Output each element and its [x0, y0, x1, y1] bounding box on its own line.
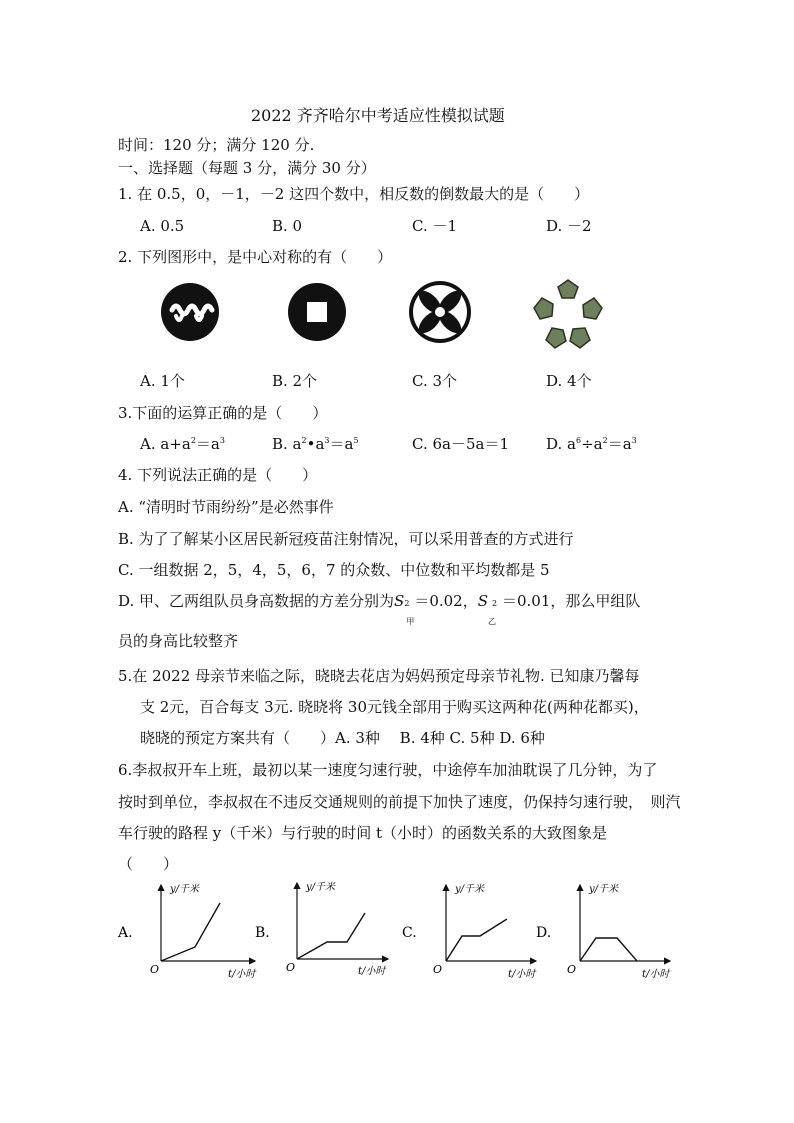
graph-d-label: D.	[536, 925, 552, 941]
graph-c	[402, 883, 537, 980]
figure-c-petals	[409, 281, 471, 343]
q3-option-d	[546, 434, 637, 454]
graph-b	[255, 881, 388, 977]
graph-c-y-axis: y/千米	[455, 884, 485, 895]
q3-a-text2: ＝a	[195, 435, 220, 453]
q6-line-3: 车行驶的路程 y（千米）与行驶的时间 t（小时）的函数关系的大致图象是	[118, 824, 608, 842]
q3-d-text: D. a	[546, 435, 576, 453]
q4-d-text: D. 甲、乙两组队员身高数据的方差分别为	[118, 592, 395, 610]
q2-option-a: A. 1个	[140, 372, 185, 390]
q3-a-exp2: 3	[219, 436, 225, 445]
graph-a-label: A.	[118, 925, 133, 941]
q4-d-symbol-s: S	[394, 592, 405, 610]
q3-a-exp: 2	[190, 436, 196, 445]
section-heading: 一、选择题（每题 3 分，满分 30 分）	[118, 159, 376, 177]
graph-a	[117, 883, 257, 980]
q1-option-b: B. 0	[272, 217, 303, 235]
page-title: 2022 齐齐哈尔中考适应性模拟试题	[251, 106, 505, 125]
graph-d-x-axis: t/小时	[642, 969, 670, 980]
q3-b-exp2: 3	[324, 436, 330, 445]
q1-option-d: D. －2	[546, 217, 592, 235]
q2-stem: 2. 下列图形中，是中心对称的有（ ）	[118, 248, 393, 266]
graph-a-y-axis: y/千米	[170, 884, 200, 895]
q4-option-a: A. “清明时节雨纷纷”是必然事件	[118, 498, 334, 516]
q3-b-exp: 2	[301, 436, 307, 445]
q2-option-b: B. 2个	[272, 372, 318, 390]
q2-figures	[0, 270, 794, 370]
graph-d-origin: O	[567, 963, 577, 976]
graph-c-x-axis: t/小时	[508, 969, 536, 980]
q3-d-text2: ÷a	[581, 435, 603, 453]
q4-d-value2: ＝0.01，那么甲组队	[502, 592, 641, 610]
q3-b-text: B. a	[272, 435, 302, 453]
q3-option-c: C. 6a－5a＝1	[412, 435, 509, 453]
q3-d-exp3: 3	[631, 436, 637, 445]
q6-graphs	[0, 875, 794, 995]
graph-c-origin: O	[433, 963, 443, 976]
q5-line-1: 5.在 2022 母亲节来临之际，晓晓去花店为妈妈预定母亲节礼物. 已知康乃馨每	[118, 667, 640, 685]
graph-a-x-axis: t/小时	[228, 969, 256, 980]
figure-b-coin	[288, 283, 346, 341]
exam-meta: 时间：120 分；满分 120 分.	[118, 136, 315, 154]
graph-d	[536, 883, 671, 980]
q3-d-exp2: 2	[602, 436, 608, 445]
graph-d-y-axis: y/千米	[589, 884, 619, 895]
q3-b-exp3: 5	[353, 436, 359, 445]
q4-stem: 4. 下列说法正确的是（ ）	[118, 466, 318, 484]
q5-line-3: 晓晓的预定方案共有（ ）A. 3种 B. 4种 C. 5种 D. 6种	[140, 729, 545, 747]
graph-b-x-axis: t/小时	[358, 966, 386, 977]
q4-option-d: D. 甲、乙两组队员身高数据的方差分别为S 2 甲 ＝0.02，S 2 乙 ＝0.01，那么甲组队	[118, 592, 641, 626]
q1-option-a: A. 0.5	[140, 217, 185, 235]
q2-option-c: C. 3个	[412, 372, 458, 390]
figure-d-pentagons	[534, 280, 602, 348]
graph-c-label: C.	[402, 925, 417, 941]
q3-d-exp: 6	[575, 436, 582, 445]
graph-b-origin: O	[286, 961, 296, 974]
q1-stem: 1. 在 0.5，0，－1，－2 这四个数中，相反数的倒数最大的是（ ）	[118, 185, 590, 203]
q1-option-c: C. －1	[412, 217, 458, 235]
q4-d-symbol-s2: S	[477, 592, 488, 610]
graph-a-origin: O	[150, 963, 160, 976]
figure-a-wave-disc	[161, 283, 219, 341]
q4-d-sub2: 乙	[488, 617, 496, 626]
q3-stem: 3.下面的运算正确的是（ ）	[118, 404, 328, 422]
q3-option-a	[140, 434, 225, 454]
q3-d-text3: ＝a	[607, 435, 632, 453]
q4-option-b: B. 为了了解某小区居民新冠疫苗注射情况，可以采用普查的方式进行	[118, 530, 574, 548]
q6-line-1: 6.李叔叔开车上班，最初以某一速度匀速行驶，中途停车加油耽误了几分钟，为了	[118, 761, 658, 779]
q4-d-sub1: 甲	[406, 617, 415, 626]
q5-line-2: 支 2元，百合每支 3元. 晓晓将 30元钱全部用于购买这两种花(两种花都买)，	[140, 698, 649, 716]
graph-b-label: B.	[255, 925, 270, 941]
q6-line-4: （ ）	[118, 855, 179, 873]
q6-line-2: 按时到单位，李叔叔在不违反交通规则的前提下加快了速度，仍保持匀速行驶， 则汽	[118, 793, 681, 811]
q4-d-value1: ＝0.02，	[414, 592, 478, 610]
q2-option-d: D. 4个	[546, 372, 592, 390]
q3-option-b	[272, 434, 359, 454]
q3-a-text: A. a+a	[140, 435, 191, 453]
q4-option-d-continued: 员的身高比较整齐	[118, 632, 239, 650]
q3-b-text2: •a	[306, 435, 325, 453]
q3-b-text3: ＝a	[329, 435, 354, 453]
graph-b-y-axis: y/千米	[306, 882, 336, 893]
q4-option-c: C. 一组数据 2，5，4，5，6，7 的众数、中位数和平均数都是 5	[118, 561, 550, 579]
